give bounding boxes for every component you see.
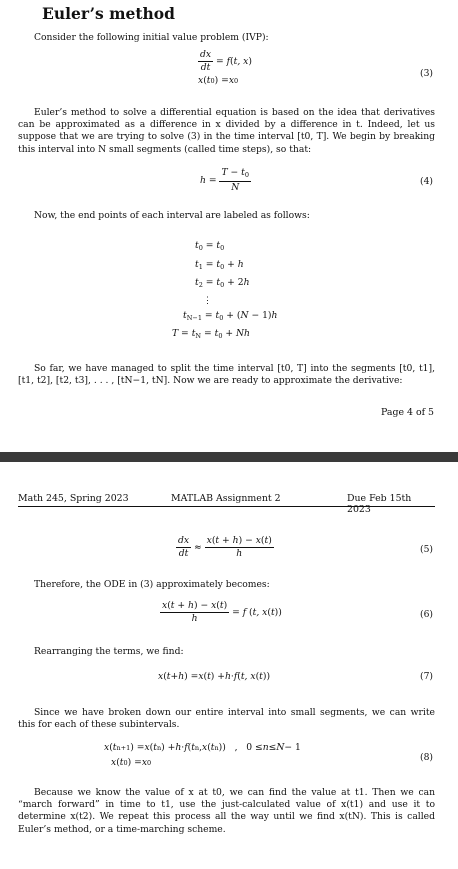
- equation-5-number: (5): [420, 544, 434, 555]
- subintervals-paragraph: Since we have broken down our entire interval into small segments, we can write this for each of these subintervals.: [18, 707, 435, 731]
- equation-4: h = $\frac{T - t_0}{N}$: [200, 167, 249, 193]
- page-gap: [0, 452, 458, 462]
- page-header: [18, 492, 435, 515]
- equation-7: x ( t + h ) = x ( t ) + h · f ( t, x ( t )): [158, 671, 271, 682]
- equation-6-number: (6): [420, 609, 434, 620]
- euler-method-text: Euler’s method to solve a differential equation is based on the idea that derivatives can be approximated as a difference in x divided by a difference in t. Indeed, let us suppose that we are trying to solve (3) in the time interval [t0, T]. We begin by breaking this interval into N small segments (called time steps), so that:: [18, 107, 435, 155]
- equation-3-number: (3): [420, 68, 434, 79]
- equation-3: $\frac{dx}{dt}$ = f(t, x) x ( t 0 ) = x 0: [198, 49, 252, 86]
- document-page-5: [0, 462, 458, 869]
- euler-method-paragraph: [18, 107, 435, 156]
- intro-paragraph: Consider the following initial value problem (IVP):: [34, 32, 269, 43]
- equation-7-number: (7): [420, 671, 434, 682]
- equation-6: $\frac{x(t + h) - x(t)}{h}$ = f (t, x(t)): [162, 600, 282, 624]
- page-footer: Page 4 of 5: [381, 407, 435, 418]
- endpoint-equations: $t_0 = t_0$ $t_1 = t_0 + h$ $t_2 = t_0 + 2h$ ⋮ $t_{N-1} = t_0 + (N - 1)h$ $T = t_N = t_0 + Nh$: [172, 240, 278, 340]
- header-course: Math 245, Spring 2023: [18, 493, 129, 504]
- equation-8-number: (8): [420, 752, 434, 763]
- endpoints-paragraph: Now, the end points of each interval are labeled as follows:: [34, 210, 310, 221]
- therefore-paragraph: Therefore, the ODE in (3) approximately becomes:: [34, 579, 270, 590]
- header-due-date: Due Feb 15th 2023: [347, 493, 412, 515]
- equation-5: $\frac{dx}{dt}$ ≈ $\frac{x(t + h) - x(t)}{h}$: [178, 535, 272, 559]
- equation-4-number: (4): [420, 176, 434, 187]
- section-title: Euler’s method: [42, 4, 175, 23]
- header-assignment: MATLAB Assignment 2: [171, 493, 281, 504]
- time-marching-paragraph: Because we know the value of x at t0, we can find the value at t1. Then we can “march forward” in time to t1, use the just-calculated value of x(t1) and use it to determine x(t2). We repeat this process all the way until we find x(tN). This is called Euler’s method, or a time-marching scheme.: [18, 787, 435, 835]
- rearrange-paragraph: Rearranging the terms, we find:: [34, 646, 184, 657]
- split-paragraph: So far, we have managed to split the time interval [t0, T] into the segments [t0, t1], [t1, t2], [t2, t3], . . . , [tN−1, tN]. Now we are ready to approximate the derivative:: [18, 363, 435, 387]
- equation-8: x ( t n+1 ) = x ( t n ) + h · f ( t n , x ( t n )) , 0 ≤ n ≤ N − 1 x ( t 0 ) = x 0: [104, 742, 301, 768]
